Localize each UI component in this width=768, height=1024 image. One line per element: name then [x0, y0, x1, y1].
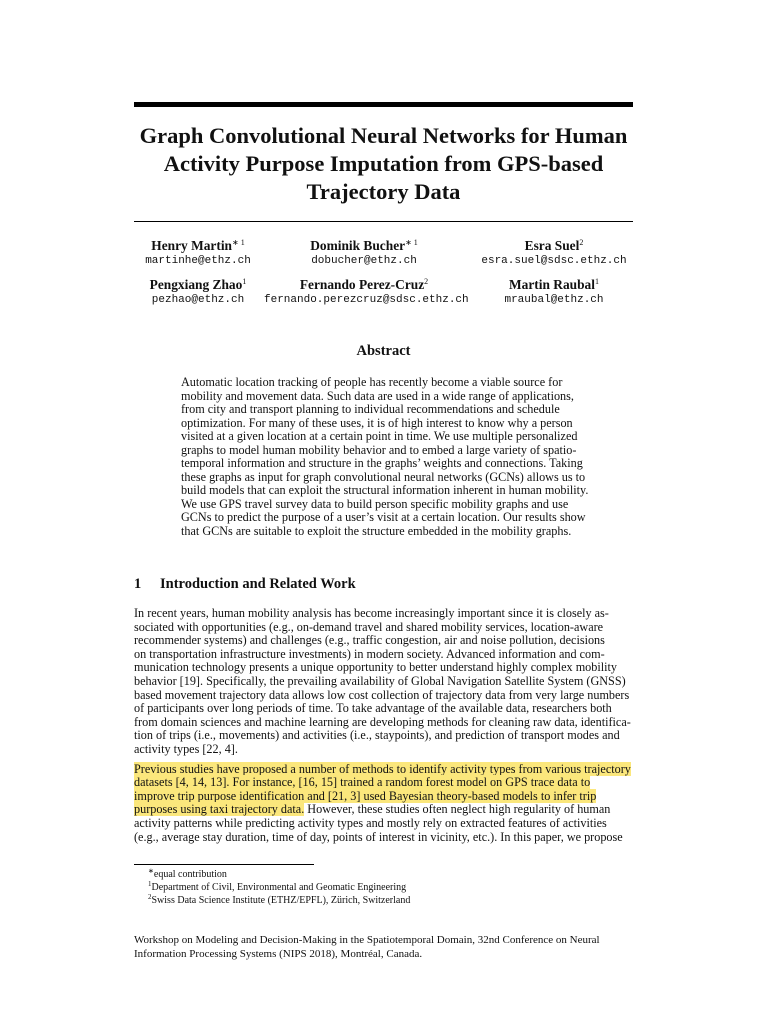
- line-text: However, these studies often neglect high regularity of human: [304, 802, 611, 817]
- footnote-rule: [134, 864, 314, 865]
- title-line: Trajectory Data: [306, 179, 461, 204]
- author-affiliation-mark: ∗ 1: [405, 238, 418, 247]
- paragraph-line: [134, 763, 639, 777]
- paragraph-line: sociated with opportunities (e.g., on-demand travel and shared mobility services, location-aware: [134, 619, 604, 634]
- footnote-mark: 2: [148, 893, 152, 901]
- author-name: Dominik Bucher: [310, 238, 406, 253]
- footnote: [148, 881, 410, 894]
- author-block: [264, 237, 464, 269]
- abstract-heading: Abstract: [356, 343, 411, 359]
- author-affiliation-mark: 1: [594, 277, 599, 286]
- author-email[interactable]: dobucher@ethz.ch: [311, 255, 417, 267]
- footnote-text: equal contribution: [153, 869, 227, 880]
- author-affiliation-mark: 2: [424, 277, 429, 286]
- paragraph-line: activity patterns while predicting activity types and mostly rely on extracted features of activities: [134, 815, 607, 830]
- author-name: Esra Suel: [524, 238, 580, 253]
- paragraph-line: behavior [19]. Specifically, the prevailing availability of Global Navigation Satellite System (GNSS): [134, 673, 626, 688]
- intro-paragraph-1: [134, 607, 639, 757]
- author-name: Henry Martin: [151, 238, 232, 253]
- author-name: Fernando Perez-Cruz: [299, 277, 425, 292]
- paragraph-line: In recent years, human mobility analysis has become increasingly important since it is closely as-: [134, 606, 609, 620]
- footnote: [148, 868, 410, 881]
- paragraph-line: tion of trips (i.e., movements) and activities (i.e., staypoints), and prediction of transport modes and: [134, 728, 620, 743]
- paper-title: [134, 122, 633, 206]
- abstract-line: graphs to model human mobility behavior and to embed a large variety of spatio-: [181, 442, 577, 457]
- abstract-line: that GCNs are suitable to exploit the structure embedded in the mobility graphs.: [181, 523, 572, 538]
- paragraph-line: of participants over long periods of time. To take advantage of the available data, researchers both: [134, 701, 612, 716]
- abstract-body: [181, 376, 601, 538]
- abstract-line: mobility and movement data. Such data are used in a wide range of applications,: [181, 388, 574, 403]
- author-name: Pengxiang Zhao: [149, 277, 243, 292]
- workshop-note: [134, 934, 639, 961]
- author-email[interactable]: martinhe@ethz.ch: [145, 255, 251, 267]
- paragraph-line: on transportation infrastructure investments) in modern society. Advanced information and com-: [134, 646, 605, 661]
- footnote-mark: ∗: [148, 867, 154, 875]
- section-title: Introduction and Related Work: [160, 576, 356, 592]
- author-email[interactable]: fernando.perezcruz@sdsc.ethz.ch: [264, 294, 469, 306]
- paragraph-line: [134, 790, 639, 804]
- highlight: improve trip purpose identification and [21, 3] used Bayesian theory-based models to infer trip: [134, 788, 597, 803]
- abstract-line: Automatic location tracking of people has recently become a viable source for: [181, 375, 563, 389]
- abstract-line: from city and transport planning to individual recommendations and schedule: [181, 402, 560, 416]
- abstract-line: visited at a given location at a certain point in time. We use multiple personalized: [181, 429, 578, 443]
- paragraph-line: based movement trajectory data allows low cost collection of trajectory data from very large numbers: [134, 687, 630, 702]
- abstract-line: build models that can exploit the structural information inherent in human mobility.: [181, 483, 589, 497]
- abstract-line: GCNs to predict the purpose of a user’s visit at a certain location. Our results show: [181, 510, 586, 524]
- footnote-mark: 1: [148, 880, 152, 888]
- footnote-text: Department of Civil, Environmental and Geomatic Engineering: [151, 882, 407, 893]
- author-block: [454, 237, 654, 269]
- paragraph-line: from domain sciences and machine learning are developing methods for cleaning raw data, identifica-: [134, 714, 631, 729]
- highlight: datasets [4, 14, 13]. For instance, [16, 15] trained a random forest model on GPS trace data to: [134, 775, 591, 790]
- title-line: Activity Purpose Imputation from GPS-based: [163, 151, 604, 176]
- author-block: [264, 276, 469, 308]
- abstract-line: optimization. For many of these uses, it is of high interest to know why a person: [181, 415, 573, 430]
- intro-paragraph-2: [134, 763, 639, 845]
- abstract-line: We use GPS travel survey data to build person specific mobility graphs and use: [181, 496, 569, 511]
- author-affiliation-mark: 1: [242, 277, 247, 286]
- workshop-line: Workshop on Modeling and Decision-Making in the Spatiotemporal Domain, 32nd Conference on Neural: [134, 934, 600, 946]
- abstract-line: temporal information and structure in the graphs’ weights and connections. Taking: [181, 456, 583, 470]
- author-name: Martin Raubal: [509, 277, 595, 292]
- introduction-body: [134, 607, 639, 844]
- paragraph-line: recommender systems) and challenges (e.g., traffic congestion, air and noise pollution, decisions: [134, 633, 605, 648]
- author-affiliation-mark: ∗ 1: [232, 238, 245, 247]
- author-email[interactable]: esra.suel@sdsc.ethz.ch: [481, 255, 627, 267]
- section-number: 1: [134, 576, 142, 592]
- title-line: Graph Convolutional Neural Networks for Human: [139, 123, 628, 148]
- footnote: [148, 894, 410, 907]
- author-affiliation-mark: 2: [579, 238, 584, 247]
- title-rule: [134, 221, 633, 222]
- paragraph-line: [134, 776, 639, 790]
- paragraph-line: munication technology presents a unique opportunity to better understand highly complex mobility: [134, 660, 618, 675]
- highlight: purposes using taxi trajectory data.: [134, 802, 305, 817]
- footnotes: [148, 868, 410, 907]
- highlight: Previous studies have proposed a number of methods to identify activity types from various trajectory: [134, 761, 631, 776]
- paragraph-line: activity types [22, 4].: [134, 741, 238, 756]
- top-rule: [134, 102, 633, 107]
- author-email[interactable]: pezhao@ethz.ch: [151, 294, 245, 306]
- author-email[interactable]: mraubal@ethz.ch: [504, 294, 604, 306]
- workshop-line: Information Processing Systems (NIPS 2018), Montréal, Canada.: [134, 947, 423, 960]
- abstract-line: these graphs as input for graph convolutional neural networks (GCNs) allows us to: [181, 469, 586, 484]
- author-block: [454, 276, 654, 308]
- paragraph-line: (e.g., average stay duration, time of day, points of interest in vicinity, etc.). In this paper, we propose: [134, 829, 623, 844]
- paragraph-line: [134, 803, 639, 817]
- footnote-text: Swiss Data Science Institute (ETHZ/EPFL), Zürich, Switzerland: [151, 895, 411, 906]
